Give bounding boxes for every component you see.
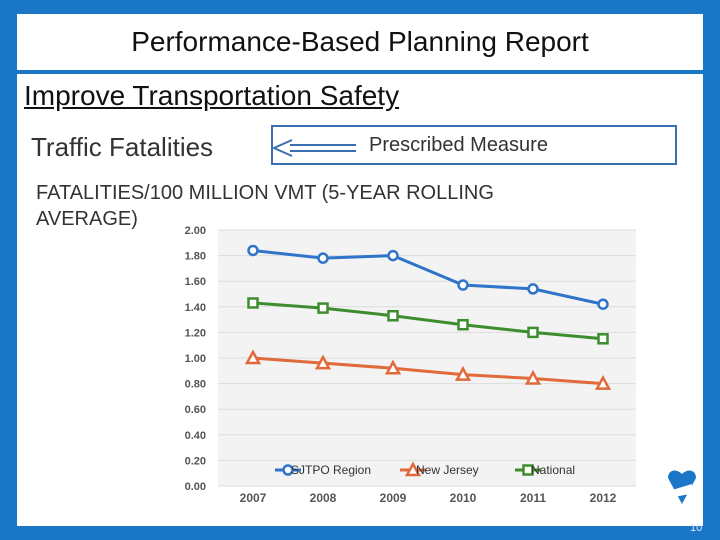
page-number: 10 (690, 522, 703, 534)
x-tick-label: 2007 (239, 491, 267, 505)
y-tick-label: 0.60 (184, 404, 206, 417)
chart-heading-line2: AVERAGE) (36, 208, 138, 230)
x-tick-label: 2009 (379, 491, 407, 505)
data-point (599, 334, 608, 343)
prescribed-measure-label: Prescribed Measure (369, 134, 548, 156)
data-point (319, 254, 328, 263)
legend-label: SJTPO Region (291, 463, 372, 477)
slide-subtitle: Improve Transportation Safety (24, 80, 400, 111)
y-tick-label: 1.80 (184, 250, 206, 263)
y-tick-label: 0.00 (184, 481, 206, 493)
page-title: Performance-Based Planning Report (131, 26, 589, 57)
logo-icon (668, 471, 696, 504)
x-tick-label: 2012 (589, 491, 617, 505)
x-tick-label: 2008 (309, 491, 337, 505)
chart-heading-line1: FATALITIES/100 MILLION VMT (5-YEAR ROLLING (36, 182, 494, 204)
data-point (459, 281, 468, 290)
data-point (249, 298, 258, 307)
y-tick-label: 0.40 (184, 429, 206, 442)
y-tick-label: 1.20 (184, 327, 206, 340)
traffic-fatalities-label: Traffic Fatalities (31, 132, 214, 162)
data-point (529, 328, 538, 337)
data-point (459, 320, 468, 329)
legend (275, 463, 575, 477)
arrow-icon (274, 140, 356, 156)
y-tick-label: 0.20 (184, 455, 206, 468)
data-point (529, 284, 538, 293)
data-point (389, 311, 398, 320)
y-axis-ticks (185, 225, 206, 493)
data-point (389, 251, 398, 260)
data-point (319, 304, 328, 313)
y-tick-label: 1.60 (184, 276, 206, 289)
data-point (599, 300, 608, 309)
y-tick-label: 0.80 (184, 378, 206, 391)
x-tick-label: 2011 (519, 491, 547, 505)
x-axis-ticks (240, 491, 617, 505)
y-tick-label: 2.00 (184, 225, 206, 237)
y-tick-label: 1.00 (184, 353, 206, 365)
legend-label: National (531, 463, 576, 477)
data-point (249, 246, 258, 255)
x-tick-label: 2010 (449, 491, 477, 505)
y-tick-label: 1.40 (184, 301, 206, 314)
legend-label: New Jersey (416, 463, 479, 477)
